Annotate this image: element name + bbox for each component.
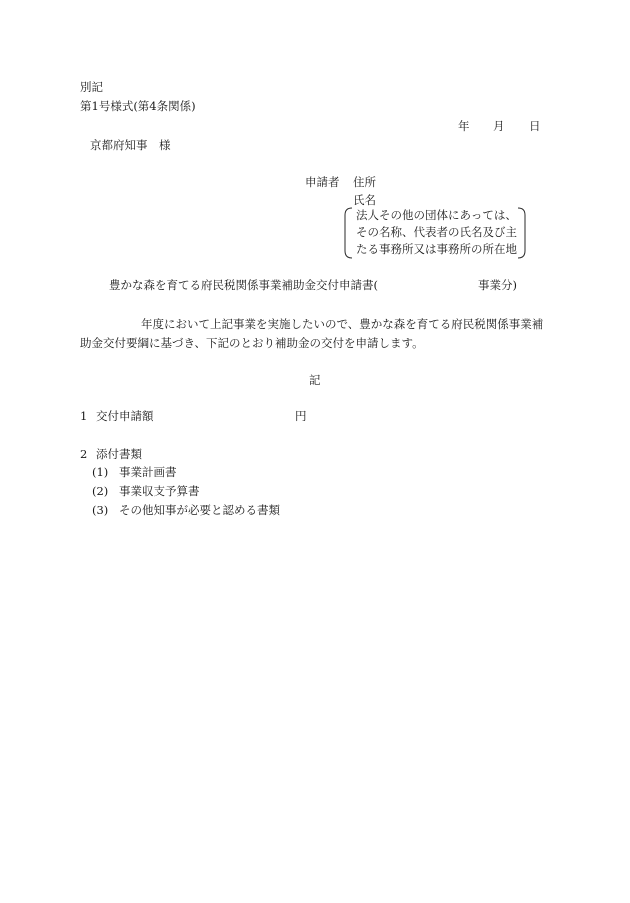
body-line-2: 助金交付要綱に基づき、下記のとおり補助金の交付を申請します。 [80,336,424,350]
item1-number: 1 [80,409,88,423]
item2-number: 2 [80,447,88,461]
ki-heading: 記 [309,373,321,387]
name-label: 氏名 [353,193,376,207]
attachment-label: 事業計画書 [119,465,177,479]
note-line: 法人その他の団体にあっては、 [356,208,517,222]
date-year: 年 [458,119,470,133]
form-title: 第1号様式(第4条関係) [80,99,196,113]
note-line: その名称、代表者の氏名及び主 [356,225,517,239]
item1-label: 交付申請額 [96,409,154,423]
item1-unit: 円 [295,409,307,423]
document-title: 豊かな森を育てる府民税関係事業補助金交付申請書( [109,278,378,292]
appendix-label: 別記 [80,80,103,94]
attachment-label: 事業収支予算書 [119,484,200,498]
addressee: 京都府知事 様 [90,138,171,152]
attachment-number: (2) [92,484,109,498]
note-line: たる事務所又は事務所の所在地 [356,242,517,256]
address-label: 住所 [353,175,376,189]
attachment-number: (1) [92,465,109,479]
applicant-note [342,207,528,259]
attachment-label: その他知事が必要と認める書類 [119,503,280,517]
date-month: 月 [493,119,505,133]
attachment-number: (3) [92,503,109,517]
body-line-1: 年度において上記事業を実施したいので、豊かな森を育てる府民税関係事業補 [141,317,544,331]
date-day: 日 [529,119,541,133]
applicant-label: 申請者 [305,175,340,189]
document-title-suffix: 事業分) [478,278,517,292]
item2-label: 添付書類 [96,447,142,461]
